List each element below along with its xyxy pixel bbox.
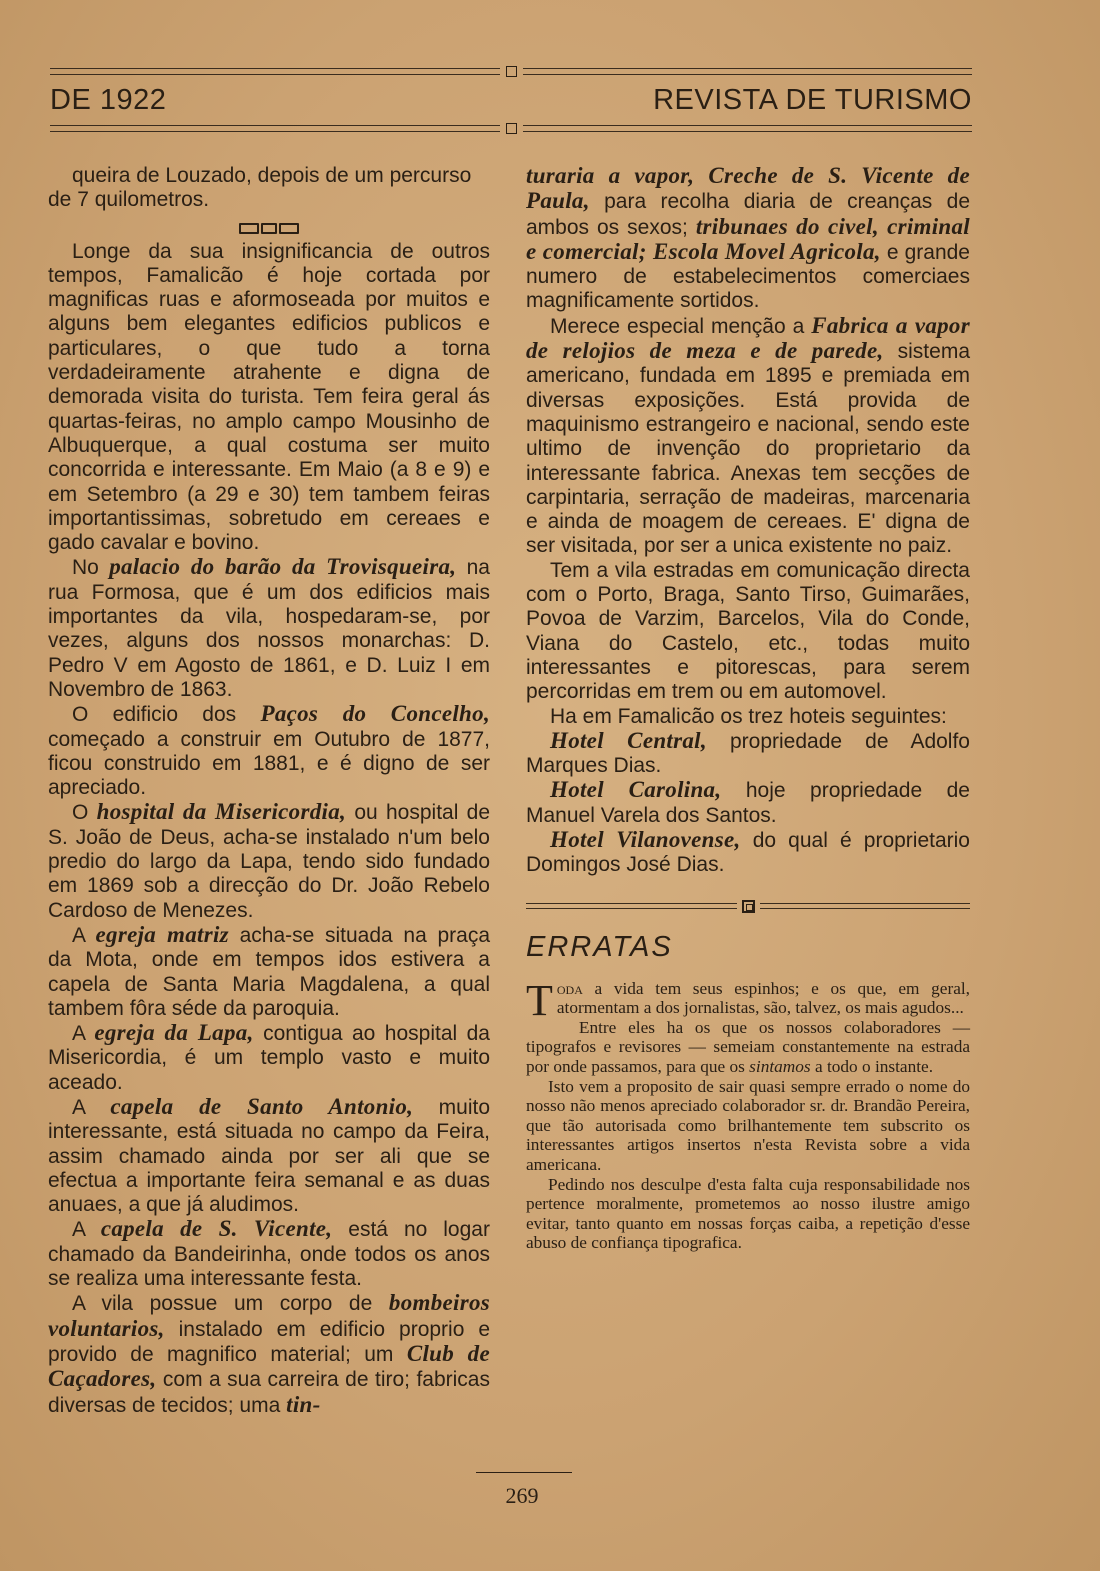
header-date: DE 1922 — [50, 84, 167, 116]
header-journal-title: REVISTA DE TURISMO — [653, 84, 972, 116]
hotel-entry: Hotel Carolina, hoje propriedade de Manuel Varela dos Santos. — [526, 777, 970, 827]
erratas-heading: ERRATAS — [526, 930, 673, 963]
paragraph: queira de Louzado, depois de um percurso de 7 quilometros. — [48, 164, 472, 212]
paragraph: A egreja matriz acha-se situada na praça da Mota, onde em tempos idos estivera a capela de Santa Maria Magdalena, a qual tambem fôra séde da paroquia. — [48, 921, 490, 1020]
paragraph: Toda a vida tem seus espinhos; e os que, em geral, atormentam a dos jornalistas, são, talvez, os mais agudos... — [526, 975, 970, 1025]
paragraph: Merece especial menção a Fabrica a vapor de relojios de meza e de parede, sistema americano, fundada em 1895 e premiada em diversas exposições. Está provida de maquinismo estrangeiro e nacional, sendo este ultimo de invenção do proprietario da interessante fabrica. Anexas tem secções de carpintaria, serração de madeiras, marcenaria e ainda de moagem de cereaes. E' digna de ser visitada, por ser a unica existente no paiz. — [526, 312, 970, 558]
header-top-rule — [50, 66, 972, 77]
paragraph: O edificio dos Paços do Concelho, começado a construir em Outubro de 1877, ficou construido em 1881, e é digno de ser apreciado. — [48, 701, 490, 800]
header-bottom-rule — [50, 123, 972, 134]
section-ornament — [48, 223, 490, 234]
drop-cap: T — [526, 975, 553, 1025]
paragraph: O hospital da Misericordia, ou hospital de S. João de Deus, acha-se instalado n'um belo predio do largo da Lapa, tendo sido fundado em 1869 sob a direcção do Dr. João Rebelo Cardoso de Menezes. — [48, 799, 491, 922]
paragraph: A capela de S. Vicente, está no logar chamado da Bandeirinha, onde todos os anos se realiza uma interessante festa. — [48, 1216, 490, 1291]
paragraph: turaria a vapor, Creche de S. Vicente de Paula, para recolha diaria de creanças de ambos os sexos; tribunaes do civel, criminal e comercial; Escola Movel Agricola, e grande numero de estabelecimentos comerciaes magnificamente sortidos. — [526, 163, 971, 313]
paragraph: No palacio do barão da Trovisqueira, na rua Formosa, que é um dos edificios mais importantes da vila, hospedaram-se, por vezes, alguns dos nossos monarchas: D. Pedro V em Agosto de 1861, e D. Luiz I em Novembro de 1863. — [48, 554, 490, 701]
running-head — [50, 84, 972, 116]
paragraph: Longe da sua insignificancia de outros tempos, Famalicão é hoje cortada por magnificas ruas e aformoseada por muitos e alguns bem elegantes edificios publicos e particulares, o que tudo a torna verdadeiramente atrahente e digna de demorada visita do turista. Tem feira geral ás quartas-feiras, no amplo campo Mousinho de Albuquerque, a qual costuma ser muito concorrida e interessante. Em Maio (a 8 e 9) e em Setembro (a 29 e 30) tem tambem feiras importantissimas, sobretudo em cereaes e gado cavalar e bovino. — [48, 239, 490, 555]
page-number: 269 — [505, 1483, 539, 1508]
square-ornament-icon — [506, 123, 517, 134]
paragraph: A egreja da Lapa, contigua ao hospital da Misericordia, é um templo vasto e muito aceado. — [48, 1020, 490, 1094]
square-ornament-icon — [742, 900, 755, 913]
section-divider — [526, 900, 970, 913]
hotel-entry: Hotel Vilanovense, do qual é proprietario Domingos José Dias. — [526, 827, 970, 877]
paragraph: A capela de Santo Antonio, muito interessante, está situada no campo da Feira, assim chamado ainda por ser ali que se efectua a importante feira semanal e as duas anuaes, a que já aludimos. — [48, 1093, 491, 1217]
square-ornament-icon — [506, 66, 517, 77]
paragraph: Pedindo nos desculpe d'esta falta cuja responsabilidade nos pertence moralmente, prometemos ao nosso ilustre amigo evitar, tanto quanto em nossas forças caiba, a repetição d'esse abuso de confiança tipografica. — [526, 1174, 970, 1253]
hotel-entry: Hotel Central, propriedade de Adolfo Marques Dias. — [526, 727, 970, 778]
paragraph: Tem a vila estradas em comunicação directa com o Porto, Braga, Santo Tirso, Guimarães, Povoa de Varzim, Barcelos, Vila do Conde, Viana do Castelo, etc., todas muito interessantes e pitorescas, para serem percorridas em trem ou em automovel. — [526, 558, 970, 704]
paragraph: A vila possue um corpo de bombeiros voluntarios, instalado em edificio proprio e provido de magnifico material; um Club de Caçadores, com a sua carreira de tiro; fabricas diversas de tecidos; uma tin- — [48, 1290, 490, 1417]
left-column — [48, 164, 490, 1418]
erratas-body — [526, 975, 970, 1253]
paragraph: Ha em Famalicão os trez hoteis seguintes: — [550, 704, 947, 728]
paragraph: Entre eles ha os que os nossos colaboradores — tipografos e revisores — semeiam constantemente na estrada por onde passamos, para que os sintamos a todo o instante. — [526, 1017, 970, 1076]
footer-rule — [476, 1472, 572, 1473]
right-column — [526, 164, 970, 1253]
paragraph: Isto vem a proposito de sair quasi sempre errado o nome do nosso não menos apreciado colaborador sr. dr. Brandão Pereira, que tão autorisada como brilhantemente tem subscrito os interessantes artigos insertos n'esta Revista sobre a vida americana. — [526, 1076, 970, 1174]
